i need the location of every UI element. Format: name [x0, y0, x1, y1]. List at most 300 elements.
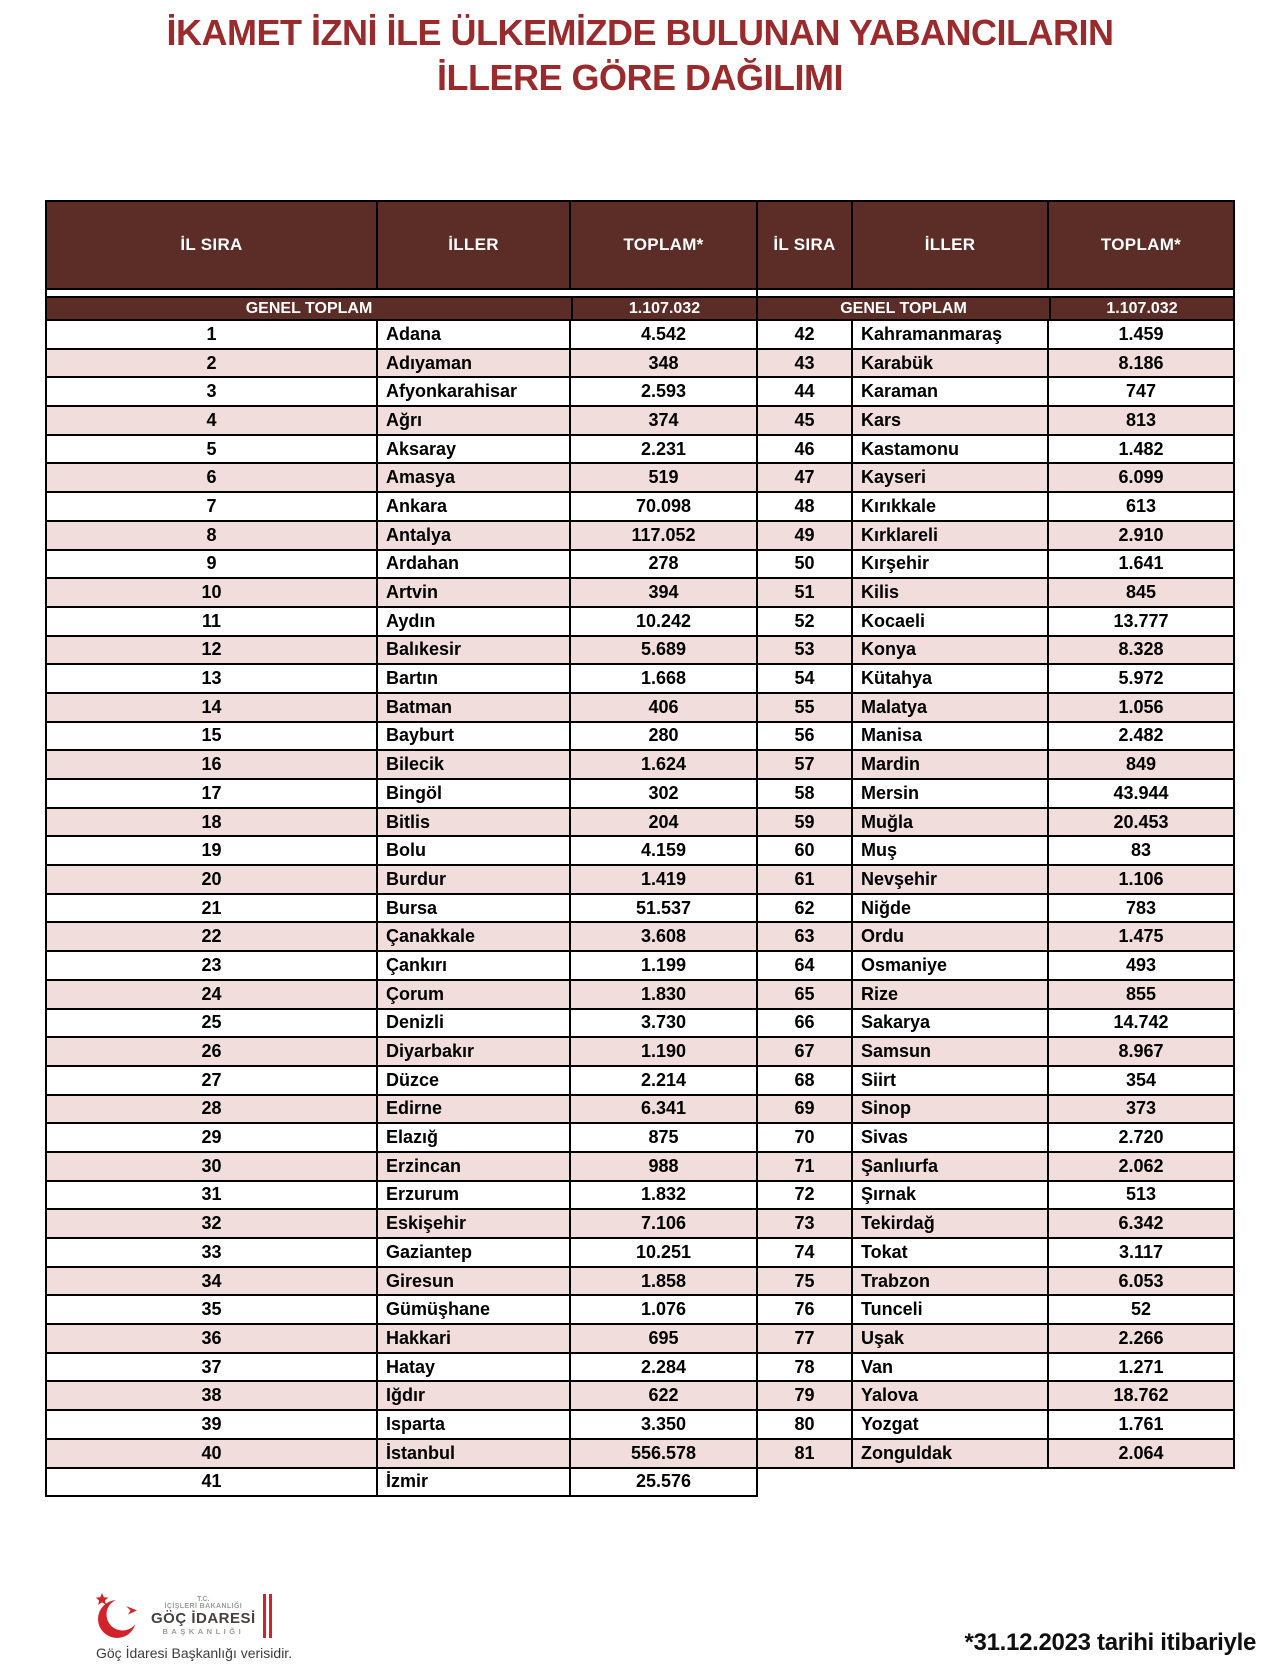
province-cell: Muğla	[853, 809, 1049, 836]
rank-cell: 6	[47, 464, 378, 491]
province-cell: Bursa	[378, 895, 571, 922]
total-cell: 1.106	[1118, 868, 1164, 889]
flag-bars-icon	[263, 1594, 272, 1638]
total-cell: 8.186	[1118, 352, 1164, 373]
province-cell: Tokat	[853, 1239, 1049, 1266]
total-cell: 1.830	[640, 983, 687, 1004]
province-cell: Ordu	[853, 923, 1049, 950]
table-row	[758, 665, 1233, 694]
table-row	[47, 1325, 756, 1354]
table-row	[758, 809, 1233, 838]
table-row	[47, 321, 756, 350]
logo-line-tc: T.C.	[197, 1595, 210, 1603]
table-row	[758, 321, 1233, 350]
table-row	[758, 952, 1233, 981]
total-cell: 1.858	[640, 1270, 687, 1291]
rank-cell: 57	[758, 751, 853, 778]
province-cell: Sinop	[853, 1096, 1049, 1123]
table-row	[758, 1038, 1233, 1067]
table-row	[758, 1153, 1233, 1182]
table-row	[758, 637, 1233, 666]
province-cell: Çorum	[378, 981, 571, 1008]
flag-bar-thick	[263, 1594, 267, 1638]
total-cell: 4.159	[640, 840, 687, 861]
rank-cell: 44	[758, 378, 853, 405]
province-cell: Aksaray	[378, 436, 571, 463]
rank-cell: 45	[758, 407, 853, 434]
province-cell: Malatya	[853, 694, 1049, 721]
province-cell: Şanlıurfa	[853, 1153, 1049, 1180]
total-cell: 406	[648, 696, 679, 717]
rank-cell: 55	[758, 694, 853, 721]
total-cell: 8.328	[1118, 639, 1164, 660]
logo-line-goc-idaresi: GÖÇ İDARESİ	[151, 1610, 256, 1628]
rank-cell: 8	[47, 522, 378, 549]
province-cell: Ankara	[378, 493, 571, 520]
rank-cell: 41	[47, 1469, 378, 1496]
total-cell: 875	[648, 1127, 679, 1148]
table-row	[47, 694, 756, 723]
province-cell: Balıkesir	[378, 637, 571, 664]
province-cell: Trabzon	[853, 1268, 1049, 1295]
header-cell-toplam-right: TOPLAM*	[1100, 235, 1182, 254]
rank-cell: 73	[758, 1210, 853, 1237]
province-cell: Giresun	[378, 1268, 571, 1295]
total-cell: 695	[648, 1327, 679, 1348]
table-row	[758, 694, 1233, 723]
total-cell: 2.062	[1118, 1155, 1164, 1176]
province-cell: Kayseri	[853, 464, 1049, 491]
total-cell: 14.742	[1113, 1012, 1169, 1033]
rank-cell: 71	[758, 1153, 853, 1180]
province-cell: Tekirdağ	[853, 1210, 1049, 1237]
rank-cell: 21	[47, 895, 378, 922]
province-cell: Batman	[378, 694, 571, 721]
grand-total-label: GENEL TOPLAM	[47, 298, 573, 319]
province-cell: Sakarya	[853, 1010, 1049, 1037]
province-cell: Kastamonu	[853, 436, 1049, 463]
rank-cell: 10	[47, 579, 378, 606]
table-row	[758, 464, 1233, 493]
total-cell: 556.578	[630, 1442, 697, 1463]
total-cell: 1.482	[1118, 438, 1164, 459]
table-row	[758, 981, 1233, 1010]
total-cell: 204	[648, 811, 679, 832]
total-cell: 2.214	[640, 1069, 687, 1090]
province-cell: Gümüşhane	[378, 1296, 571, 1323]
total-cell: 20.453	[1113, 811, 1169, 832]
total-cell: 1.190	[640, 1041, 687, 1062]
table-row	[47, 751, 756, 780]
table-row	[47, 1268, 756, 1297]
rank-cell: 9	[47, 551, 378, 578]
total-cell: 3.117	[1118, 1241, 1164, 1262]
total-cell: 18.762	[1113, 1385, 1169, 1406]
table-row	[47, 723, 756, 752]
table-row	[758, 1010, 1233, 1039]
table-row	[758, 579, 1233, 608]
rank-cell: 2	[47, 350, 378, 377]
table-row	[758, 1182, 1233, 1211]
total-cell: 519	[648, 467, 679, 488]
rank-cell: 40	[47, 1440, 378, 1467]
total-cell: 10.242	[635, 610, 692, 631]
table-row	[758, 751, 1233, 780]
rank-cell: 66	[758, 1010, 853, 1037]
total-cell: 1.668	[640, 668, 687, 689]
table-row	[758, 923, 1233, 952]
table-row	[758, 1239, 1233, 1268]
table-row	[47, 522, 756, 551]
province-cell: Tunceli	[853, 1296, 1049, 1323]
rank-cell: 52	[758, 608, 853, 635]
province-cell: Bilecik	[378, 751, 571, 778]
table-row	[47, 665, 756, 694]
rank-cell: 81	[758, 1440, 853, 1467]
header-cell-toplam-left: TOPLAM*	[623, 235, 704, 254]
province-cell: Adıyaman	[378, 350, 571, 377]
source-note: Göç İdaresi Başkanlığı verisidir.	[96, 1645, 293, 1661]
rank-cell: 79	[758, 1382, 853, 1409]
rank-cell: 18	[47, 809, 378, 836]
total-cell: 70.098	[635, 495, 692, 516]
rank-cell: 16	[47, 751, 378, 778]
table-row	[47, 866, 756, 895]
rank-cell: 56	[758, 723, 853, 750]
province-cell: Karabük	[853, 350, 1049, 377]
table-row	[47, 1096, 756, 1125]
logo-line-baskanligi: BAŞKANLIĞI	[162, 1627, 245, 1637]
rank-cell: 74	[758, 1239, 853, 1266]
province-cell: Van	[853, 1354, 1049, 1381]
grand-total-row-right	[758, 296, 1233, 321]
table-row	[47, 780, 756, 809]
rank-cell: 1	[47, 321, 378, 348]
rank-cell: 33	[47, 1239, 378, 1266]
rank-cell: 20	[47, 866, 378, 893]
province-cell: Eskişehir	[378, 1210, 571, 1237]
total-cell: 1.475	[1118, 926, 1164, 947]
rank-cell: 7	[47, 493, 378, 520]
rank-cell: 38	[47, 1382, 378, 1409]
province-cell: Iğdır	[378, 1382, 571, 1409]
rank-cell: 50	[758, 551, 853, 578]
rank-cell: 23	[47, 952, 378, 979]
rank-cell: 19	[47, 837, 378, 864]
rank-cell: 3	[47, 378, 378, 405]
table-row	[758, 1354, 1233, 1383]
header-cell-iller-left: İLLER	[378, 202, 571, 288]
total-cell: 52	[1130, 1299, 1152, 1320]
province-cell: Denizli	[378, 1010, 571, 1037]
table-row	[47, 1124, 756, 1153]
total-cell: 83	[1130, 840, 1152, 861]
table-row	[47, 1296, 756, 1325]
total-cell: 845	[1125, 582, 1157, 603]
table-row	[758, 895, 1233, 924]
province-cell: Çanakkale	[378, 923, 571, 950]
total-cell: 1.832	[640, 1184, 687, 1205]
province-cell: Amasya	[378, 464, 571, 491]
table-row	[758, 551, 1233, 580]
province-cell: Konya	[853, 637, 1049, 664]
total-cell: 6.099	[1118, 467, 1164, 488]
total-cell: 13.777	[1113, 610, 1169, 631]
table-row	[758, 407, 1233, 436]
table-row	[47, 1038, 756, 1067]
table-row	[47, 1182, 756, 1211]
total-cell: 43.944	[1113, 782, 1169, 803]
total-cell: 354	[1125, 1069, 1157, 1090]
total-cell: 5.972	[1118, 668, 1164, 689]
rank-cell: 70	[758, 1124, 853, 1151]
table-row	[47, 579, 756, 608]
rank-cell: 77	[758, 1325, 853, 1352]
province-cell: Antalya	[378, 522, 571, 549]
rank-cell: 32	[47, 1210, 378, 1237]
province-cell: Çankırı	[378, 952, 571, 979]
province-cell: Adana	[378, 321, 571, 348]
total-cell: 8.967	[1118, 1041, 1164, 1062]
province-cell: Kilis	[853, 579, 1049, 606]
rank-cell: 4	[47, 407, 378, 434]
table-row	[758, 493, 1233, 522]
table-row	[47, 1382, 756, 1411]
province-cell: Kırıkkale	[853, 493, 1049, 520]
crescent-star-bird-icon	[92, 1590, 144, 1642]
table-row	[47, 1411, 756, 1440]
province-cell: Kars	[853, 407, 1049, 434]
rank-cell: 59	[758, 809, 853, 836]
total-cell: 6.053	[1118, 1270, 1164, 1291]
grand-total-row-left	[47, 296, 756, 321]
province-cell: Bayburt	[378, 723, 571, 750]
province-cell: Mardin	[853, 751, 1049, 778]
province-cell: Sivas	[853, 1124, 1049, 1151]
total-cell: 2.910	[1118, 524, 1164, 545]
total-cell: 10.251	[635, 1241, 692, 1262]
total-cell: 1.419	[640, 868, 687, 889]
rank-cell: 78	[758, 1354, 853, 1381]
logo-line-ministry: İÇİŞLERİ BAKANLIĞI	[164, 1603, 243, 1611]
total-cell: 2.231	[640, 438, 687, 459]
rank-cell: 25	[47, 1010, 378, 1037]
logo-text-block	[151, 1596, 256, 1637]
table-row	[47, 981, 756, 1010]
table-row	[758, 1382, 1233, 1411]
rank-cell: 36	[47, 1325, 378, 1352]
province-cell: Elazığ	[378, 1124, 571, 1151]
table-row	[758, 1325, 1233, 1354]
table-row	[47, 551, 756, 580]
table-row	[758, 1124, 1233, 1153]
total-cell: 280	[648, 725, 679, 746]
header-cell-iller-right: İLLER	[853, 202, 1049, 288]
province-cell: Mersin	[853, 780, 1049, 807]
total-cell: 1.641	[1118, 553, 1164, 574]
table-row	[47, 378, 756, 407]
total-cell: 6.342	[1118, 1213, 1164, 1234]
table-row	[47, 350, 756, 379]
rank-cell: 12	[47, 637, 378, 664]
rank-cell: 15	[47, 723, 378, 750]
table-header-row-right	[758, 202, 1233, 290]
rank-cell: 27	[47, 1067, 378, 1094]
province-cell: Zonguldak	[853, 1440, 1049, 1467]
rank-cell: 51	[758, 579, 853, 606]
total-cell: 622	[648, 1385, 679, 1406]
table-body-right	[758, 321, 1233, 1469]
table-row	[47, 923, 756, 952]
total-cell: 374	[648, 409, 679, 430]
table-row	[47, 952, 756, 981]
total-cell: 7.106	[640, 1213, 687, 1234]
rank-cell: 68	[758, 1067, 853, 1094]
rank-cell: 67	[758, 1038, 853, 1065]
rank-cell: 39	[47, 1411, 378, 1438]
total-cell: 783	[1125, 897, 1157, 918]
total-cell: 855	[1125, 983, 1157, 1004]
rank-cell: 65	[758, 981, 853, 1008]
table-row	[47, 608, 756, 637]
rank-cell: 76	[758, 1296, 853, 1323]
total-cell: 4.542	[640, 323, 687, 344]
province-cell: Erzurum	[378, 1182, 571, 1209]
table-row	[758, 723, 1233, 752]
rank-cell: 48	[758, 493, 853, 520]
total-cell: 1.199	[640, 954, 687, 975]
rank-cell: 11	[47, 608, 378, 635]
province-cell: Rize	[853, 981, 1049, 1008]
province-cell: Nevşehir	[853, 866, 1049, 893]
province-cell: İzmir	[378, 1469, 571, 1496]
total-cell: 1.624	[640, 754, 687, 775]
rank-cell: 62	[758, 895, 853, 922]
total-cell: 747	[1125, 381, 1157, 402]
flag-bar-thin	[269, 1594, 272, 1638]
province-cell: Burdur	[378, 866, 571, 893]
province-cell: Kahramanmaraş	[853, 321, 1049, 348]
residence-permit-table	[45, 200, 1235, 1497]
total-cell: 988	[648, 1155, 679, 1176]
province-cell: Uşak	[853, 1325, 1049, 1352]
rank-cell: 28	[47, 1096, 378, 1123]
total-cell: 3.608	[640, 926, 687, 947]
rank-cell: 60	[758, 837, 853, 864]
table-row	[47, 1153, 756, 1182]
gov-agency-logo	[92, 1590, 272, 1642]
province-cell: Hakkari	[378, 1325, 571, 1352]
rank-cell: 37	[47, 1354, 378, 1381]
province-cell: Afyonkarahisar	[378, 378, 571, 405]
table-left-half	[45, 200, 758, 1497]
province-cell: Ardahan	[378, 551, 571, 578]
rank-cell: 26	[47, 1038, 378, 1065]
province-cell: Yalova	[853, 1382, 1049, 1409]
rank-cell: 5	[47, 436, 378, 463]
total-cell: 2.064	[1118, 1442, 1164, 1463]
rank-cell: 17	[47, 780, 378, 807]
province-cell: Bitlis	[378, 809, 571, 836]
total-cell: 813	[1125, 409, 1157, 430]
grand-total-value: 1.107.032	[1106, 299, 1178, 317]
province-cell: Niğde	[853, 895, 1049, 922]
rank-cell: 35	[47, 1296, 378, 1323]
table-row	[758, 378, 1233, 407]
table-row	[758, 837, 1233, 866]
rank-cell: 58	[758, 780, 853, 807]
date-note: *31.12.2023 tarihi itibariyle	[964, 1629, 1256, 1656]
total-cell: 348	[648, 352, 679, 373]
rank-cell: 30	[47, 1153, 378, 1180]
table-row	[758, 608, 1233, 637]
rank-cell: 43	[758, 350, 853, 377]
rank-cell: 29	[47, 1124, 378, 1151]
province-cell: Yozgat	[853, 1411, 1049, 1438]
province-cell: Diyarbakır	[378, 1038, 571, 1065]
rank-cell: 72	[758, 1182, 853, 1209]
table-header-row-left	[47, 202, 756, 290]
table-row	[758, 1210, 1233, 1239]
table-row	[47, 1440, 756, 1469]
table-row	[47, 1469, 756, 1498]
rank-cell: 49	[758, 522, 853, 549]
page-title	[0, 10, 1280, 100]
total-cell: 394	[648, 582, 679, 603]
rank-cell: 13	[47, 665, 378, 692]
table-row	[47, 1239, 756, 1268]
header-cell-il-sira-right: İL SIRA	[758, 202, 853, 288]
rank-cell: 24	[47, 981, 378, 1008]
page-title-line-1: İKAMET İZNİ İLE ÜLKEMİZDE BULUNAN YABANCILARIN	[166, 12, 1114, 53]
table-row	[47, 1354, 756, 1383]
table-row	[47, 637, 756, 666]
table-row	[758, 1440, 1233, 1469]
province-cell: Gaziantep	[378, 1239, 571, 1266]
province-cell: Düzce	[378, 1067, 571, 1094]
province-cell: Ağrı	[378, 407, 571, 434]
total-cell: 373	[1125, 1098, 1157, 1119]
table-row	[758, 866, 1233, 895]
table-row	[758, 1096, 1233, 1125]
province-cell: Artvin	[378, 579, 571, 606]
total-cell: 3.730	[640, 1012, 687, 1033]
total-cell: 1.271	[1118, 1356, 1164, 1377]
province-cell: Kocaeli	[853, 608, 1049, 635]
total-cell: 51.537	[635, 897, 692, 918]
page-title-line-2: İLLERE GÖRE DAĞILIMI	[436, 57, 843, 98]
total-cell: 3.350	[640, 1413, 687, 1434]
table-row	[47, 493, 756, 522]
total-cell: 5.689	[640, 639, 687, 660]
rank-cell: 69	[758, 1096, 853, 1123]
province-cell: Şırnak	[853, 1182, 1049, 1209]
province-cell: İstanbul	[378, 1440, 571, 1467]
rank-cell: 53	[758, 637, 853, 664]
province-cell: Edirne	[378, 1096, 571, 1123]
total-cell: 1.056	[1118, 696, 1164, 717]
total-cell: 278	[648, 553, 679, 574]
table-row	[758, 350, 1233, 379]
province-cell: Bingöl	[378, 780, 571, 807]
rank-cell: 75	[758, 1268, 853, 1295]
rank-cell: 14	[47, 694, 378, 721]
province-cell: Kırklareli	[853, 522, 1049, 549]
rank-cell: 63	[758, 923, 853, 950]
table-row	[758, 1411, 1233, 1440]
total-cell: 513	[1125, 1184, 1157, 1205]
rank-cell: 54	[758, 665, 853, 692]
